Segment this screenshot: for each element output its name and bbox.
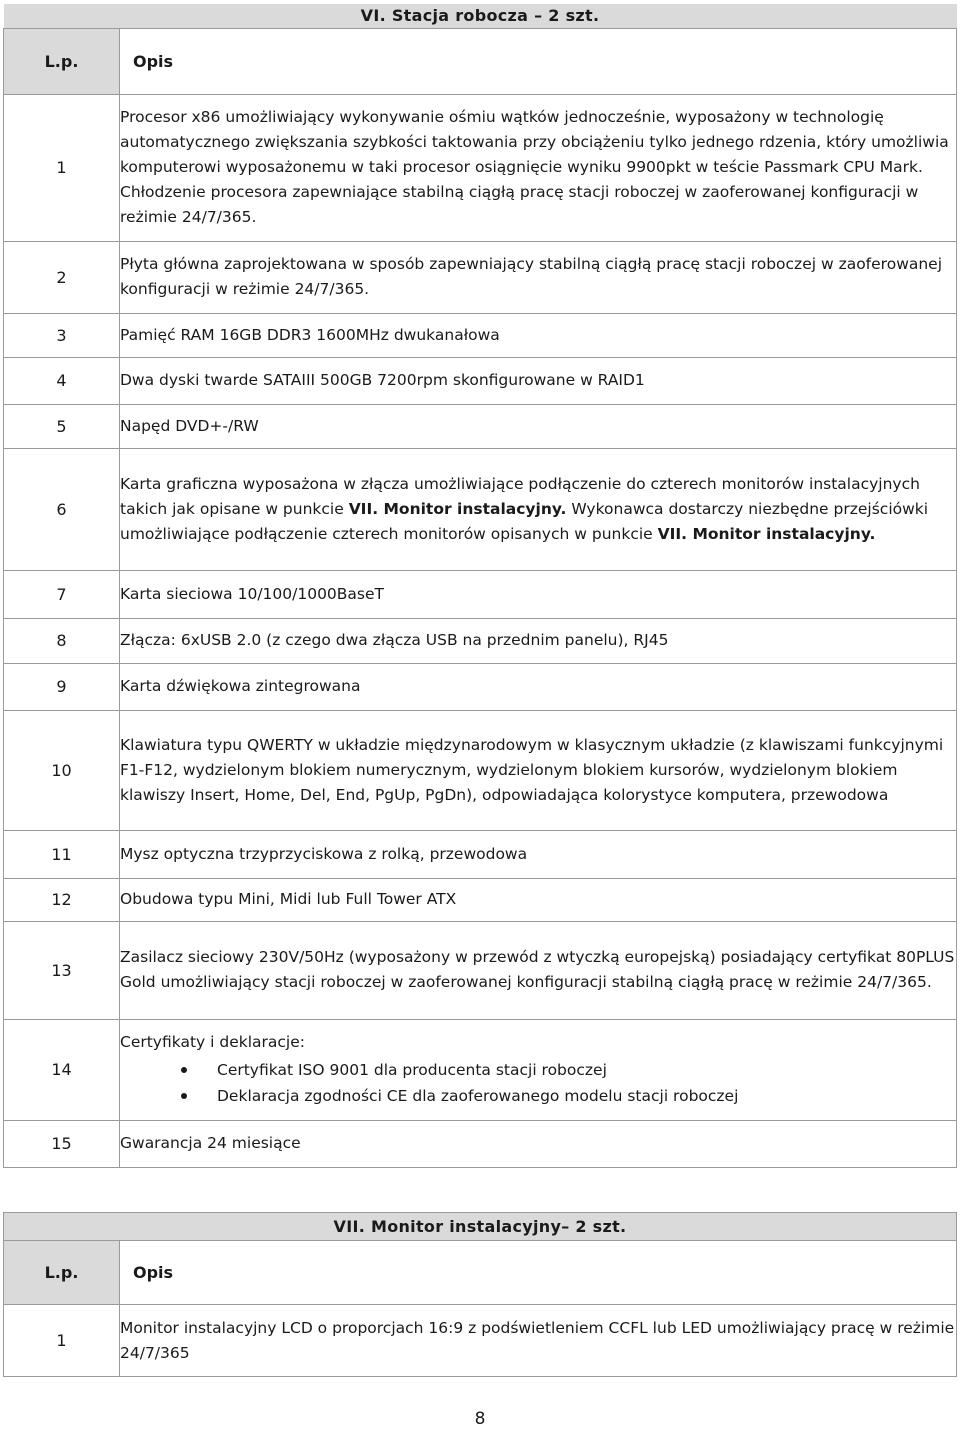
row-description: Zasilacz sieciowy 230V/50Hz (wyposażony w przewód z wtyczką europejską) posiadający certyfikat 80PLUS Gold umożliwiający stacji roboczej w zaoferowanej konfiguracji stabilną ciągłą pracę w reżimie 24/7/365. xyxy=(120,921,957,1019)
table-row xyxy=(4,241,957,313)
table-row xyxy=(4,618,957,663)
row-number: 3 xyxy=(4,313,120,357)
list-item: Certyfikat ISO 9001 dla producenta stacji roboczej xyxy=(120,1057,956,1083)
row-number: 15 xyxy=(4,1120,120,1167)
table-row xyxy=(4,878,957,921)
certificate-list xyxy=(120,1057,956,1109)
table-row xyxy=(4,94,957,241)
list-item: Deklaracja zgodności CE dla zaoferowanego modelu stacji roboczej xyxy=(120,1083,956,1109)
row-description: Klawiatura typu QWERTY w układzie międzynarodowym w klasycznym układzie (z klawiszami funkcyjnymi F1-F12, wydzielonym blokiem numerycznym, wydzielonym blokiem kursorów, wydzielonym blokiem klawiszy Insert, Home, Del, End, PgUp, PgDn), odpowiadająca kolorystyce komputera, przewodowa xyxy=(120,710,957,830)
table-row xyxy=(4,1019,957,1120)
row-number: 4 xyxy=(4,357,120,404)
table-row xyxy=(4,710,957,830)
table-header-row xyxy=(4,1241,957,1305)
row-description: Napęd DVD+-/RW xyxy=(120,404,957,448)
table-row xyxy=(4,1305,957,1377)
row-description: Płyta główna zaprojektowana w sposób zapewniający stabilną ciągłą pracę stacji roboczej w zaoferowanej konfiguracji w reżimie 24/7/365. xyxy=(120,241,957,313)
table-row xyxy=(4,921,957,1019)
row-number: 2 xyxy=(4,241,120,313)
row-number: 1 xyxy=(4,1305,120,1377)
row-text: Certyfikaty i deklaracje: xyxy=(120,1033,305,1051)
row-description: Procesor x86 umożliwiający wykonywanie ośmiu wątków jednocześnie, wyposażony w technologię automatycznego zwiększania szybkości taktowania przy obciążeniu tylko jednego rdzenia, który umożliwia komputerowi wyposażonemu w taki procesor osiągnięcie wyniku 9900pkt w teście Passmark CPU Mark. Chłodzenie procesora zapewniające stabilną ciągłą pracę stacji roboczej w zaoferowanej konfiguracji w reżimie 24/7/365. xyxy=(120,94,957,241)
row-description: Gwarancja 24 miesiące xyxy=(120,1120,957,1167)
table-title-row xyxy=(4,4,957,28)
row-text: Karta graficzna wyposażona w złącza umożliwiające podłączenie do czterech monitorów instalacyjnych takich jak opisane w punkcie xyxy=(120,474,920,518)
table-title-row xyxy=(4,1213,957,1241)
row-number: 10 xyxy=(4,710,120,830)
row-description: Karta sieciowa 10/100/1000BaseT xyxy=(120,570,957,618)
table-row xyxy=(4,404,957,448)
row-number: 7 xyxy=(4,570,120,618)
page-number: 8 xyxy=(474,1409,486,1429)
row-description: Obudowa typu Mini, Midi lub Full Tower ATX xyxy=(120,878,957,921)
row-description xyxy=(120,448,957,570)
column-header-lp: L.p. xyxy=(4,1241,120,1305)
table-title: VII. Monitor instalacyjny– 2 szt. xyxy=(4,1213,957,1241)
row-text: Wykonawca dostarczy niezbędne przejściówki umożliwiające podłączenie czterech monitorów opisanych w punkcie xyxy=(120,499,929,543)
table-row xyxy=(4,570,957,618)
row-number: 9 xyxy=(4,663,120,710)
table-row xyxy=(4,448,957,570)
section-reference: VII. Monitor instalacyjny. xyxy=(657,524,876,543)
row-number: 12 xyxy=(4,878,120,921)
column-header-lp: L.p. xyxy=(4,28,120,94)
column-header-opis: Opis xyxy=(120,28,957,94)
row-description: Mysz optyczna trzyprzyciskowa z rolką, przewodowa xyxy=(120,830,957,878)
row-number: 1 xyxy=(4,94,120,241)
spec-table-workstation xyxy=(3,4,957,1168)
table-row xyxy=(4,663,957,710)
spec-table-monitor xyxy=(3,1212,957,1377)
row-number: 14 xyxy=(4,1019,120,1120)
row-number: 6 xyxy=(4,448,120,570)
row-number: 5 xyxy=(4,404,120,448)
table-title: VI. Stacja robocza – 2 szt. xyxy=(4,4,957,28)
row-description: Karta dźwiękowa zintegrowana xyxy=(120,663,957,710)
table-row xyxy=(4,313,957,357)
column-header-opis: Opis xyxy=(120,1241,957,1305)
row-description: Złącza: 6xUSB 2.0 (z czego dwa złącza USB na przednim panelu), RJ45 xyxy=(120,618,957,663)
table-row xyxy=(4,1120,957,1167)
row-number: 11 xyxy=(4,830,120,878)
section-reference: VII. Monitor instalacyjny. xyxy=(348,499,567,518)
table-row xyxy=(4,357,957,404)
row-description: Dwa dyski twarde SATAIII 500GB 7200rpm skonfigurowane w RAID1 xyxy=(120,357,957,404)
table-header-row xyxy=(4,28,957,94)
row-number: 13 xyxy=(4,921,120,1019)
row-number: 8 xyxy=(4,618,120,663)
row-description xyxy=(120,1019,957,1120)
row-description: Pamięć RAM 16GB DDR3 1600MHz dwukanałowa xyxy=(120,313,957,357)
row-description: Monitor instalacyjny LCD o proporcjach 16:9 z podświetleniem CCFL lub LED umożliwiający pracę w reżimie 24/7/365 xyxy=(120,1305,957,1377)
bullet-icon xyxy=(181,1093,187,1099)
bullet-icon xyxy=(181,1067,187,1073)
table-row xyxy=(4,830,957,878)
